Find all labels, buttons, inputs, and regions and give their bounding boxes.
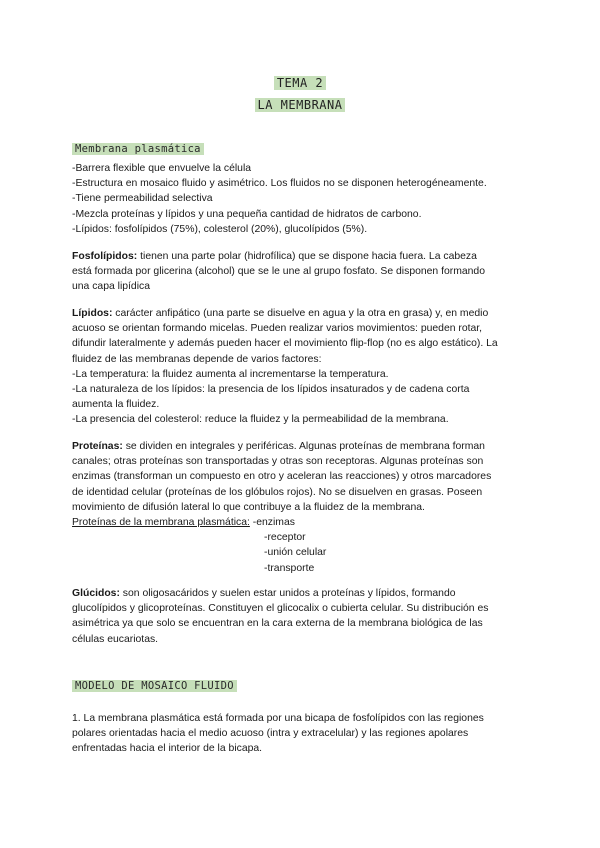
list-item: -transporte — [264, 562, 315, 574]
list-item: -enzimas — [252, 517, 295, 529]
paragraph-glucidos: Glúcidos: son oligosacáridos y suelen estar unidos a proteínas y lípidos, formando glucolípidos y glicoproteínas. Constituyen el glicocalix o cubierta celular. Su distribución es asimétrica ya que solo se encuentran en la cara externa de la membrana biológica de las células eucariotas. — [72, 588, 489, 645]
document-title — [0, 72, 600, 116]
heading-membrana-plasmatica: Membrana plasmática — [72, 143, 204, 155]
title-line-2: LA MEMBRANA — [255, 98, 346, 112]
term-fosfolipidos: Fosfolípidos: — [72, 251, 138, 262]
paragraph-proteinas: Proteínas: se dividen en integrales y periféricas. Algunas proteínas de membrana forman canales; otras proteínas son transportadas y otras son receptoras. Algunas proteínas son enzimas (transforman un compuesto en otro y aceleran las reacciones) y otros marcadores de identidad celular (proteínas de los glóbulos rojos). No se disuelven en grasas. Poseen movimiento de difusión lateral lo que contribuye a la fluidez de la membrana. Proteínas de la membrana plasmática: -enzimas -receptor -unión celular -transporte — [72, 439, 532, 576]
paragraph-lipidos: Lípidos: carácter anfipático (una parte se disuelve en agua y la otra en grasa) y, en medio acuoso se orientan formando micelas. Pueden realizar varios movimientos: pueden rotar, difundir lateralmente y además pueden hacer el movimiento flip-flop (no es algo estático). La fluidez de las membranas depende de varios factores: -La temperatura: la fluidez aumenta al incrementarse la temperatura. -La naturaleza de los lípidos: la presencia de los lípidos insaturados y de cadena corta aumenta la fluidez. -La presencia del colesterol: reduce la fluidez y la permeabilidad de la membrana. — [72, 308, 498, 426]
list-item: -Barrera flexible que envuelve la célula — [72, 163, 252, 174]
paragraph-fosfolipidos: Fosfolípidos: tienen una parte polar (hidrofílica) que se dispone hacia fuera. La cabeza está formada por glicerina (alcohol) que se le une al grupo fosfato. Se disponen formando una capa lipídica — [72, 251, 485, 293]
list-item: -Mezcla proteínas y lípidos y una pequeña cantidad de hidratos de carbono. — [72, 208, 422, 220]
heading-modelo-mosaico-fluido: MODELO DE MOSAICO FLUIDO — [72, 680, 237, 692]
term-glucidos: Glúcidos: — [72, 588, 120, 599]
title-line-1: TEMA 2 — [274, 76, 326, 90]
proteinas-functions-label: Proteínas de la membrana plasmática: — [72, 517, 250, 529]
list-item: -Estructura en mosaico fluido y asimétrico. Los fluidos no se disponen heterogéneamente. — [72, 178, 487, 190]
membrana-plasmatica-list — [72, 161, 532, 237]
term-proteinas: Proteínas: — [72, 441, 123, 452]
term-lipidos: Lípidos: — [72, 308, 113, 319]
paragraph-modelo-mosaico: 1. La membrana plasmática está formada por una bicapa de fosfolípidos con las regiones polares orientadas hacia el medio acuoso (intra y extracelular) y las regiones apolares enfrentadas hacia el interior de la bicapa. — [72, 713, 484, 755]
list-item: -Lípidos: fosfolípidos (75%), colesterol (20%), glucolípidos (5%). — [72, 223, 368, 235]
list-item: -Tiene permeabilidad selectiva — [72, 193, 213, 205]
list-item: -receptor — [264, 532, 306, 544]
list-item: -unión celular — [264, 547, 327, 559]
